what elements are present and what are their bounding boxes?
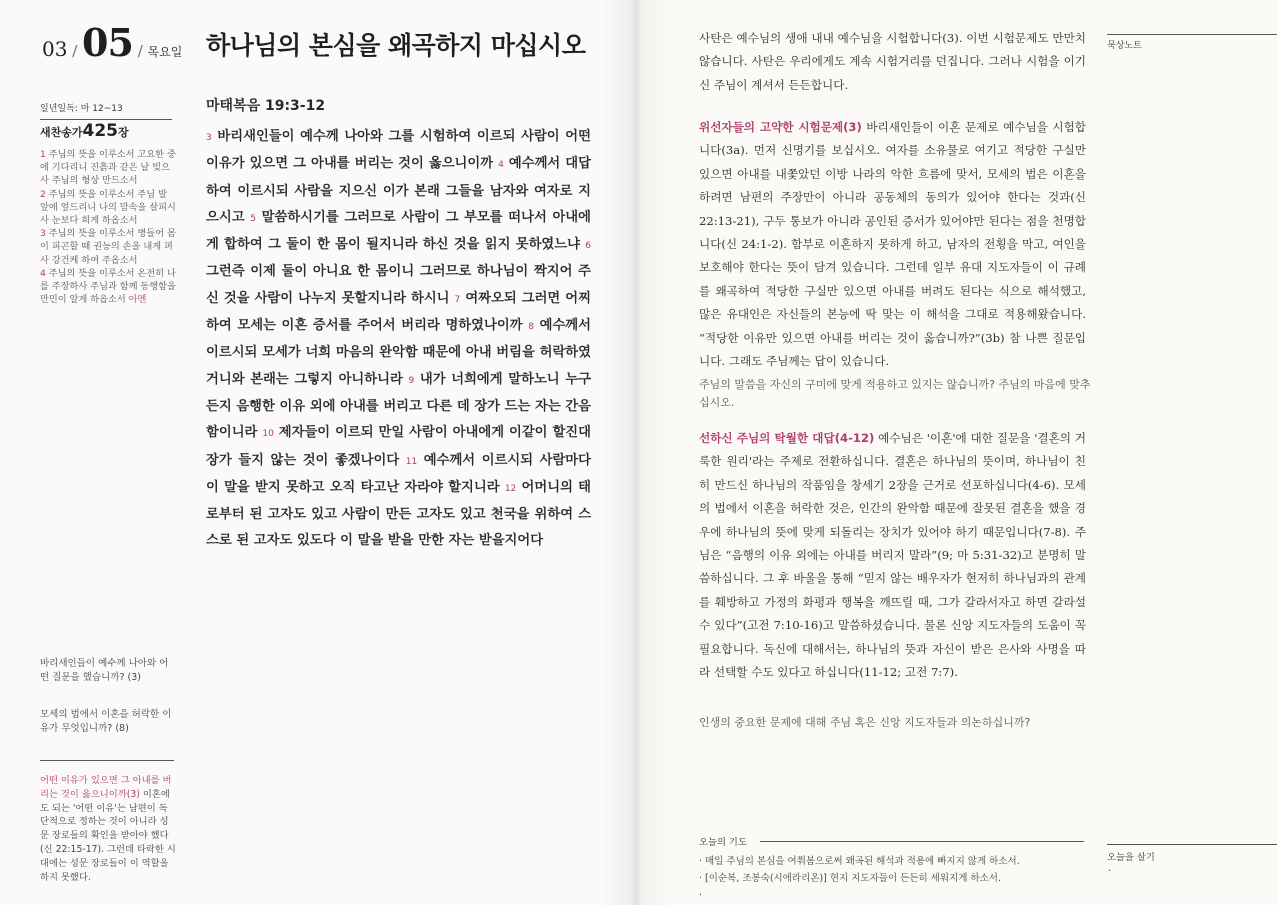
hymn-verse-text: 주님의 뜻을 이루소서 병들어 몸이 피곤할 때 권능의 손을 내게 펴 사 강건케 하여 주옵소서 <box>40 228 176 266</box>
date-header: 03 / 05 / 목요일 <box>42 20 183 65</box>
verse-number: 4 <box>498 160 504 171</box>
hymn-verse-number: 3 <box>40 228 46 240</box>
commentary-intro: 사탄은 예수님의 생애 내내 예수님을 시험합니다(3). 이번 시험문제도 만만치 않습니다. 사탄은 우리에게도 계속 시험거리를 던집니다. 그러나 시험을 이기신 주님이 계셔서 든든합니다. <box>699 31 1086 92</box>
hymn-verse-text: 주님의 뜻을 이루소서 주님 발 앞에 엎드리니 나의 맘속을 살피시사 눈보다 희게 하옵소서 <box>40 188 176 227</box>
hymn-verse-text: 주님의 뜻을 이루소서 고요한 중에 기다리니 진흙과 같은 날 빚으사 주님의 형상 만드소서 <box>40 149 176 187</box>
hymn-number: 425 <box>82 121 119 141</box>
hymn-verse-number: 1 <box>40 149 46 160</box>
verse-number: 12 <box>504 483 517 494</box>
prayer-label: 오늘의 기도 <box>699 837 747 848</box>
verse-text: 예수께서 대답하여 이르시되 사람을 지으신 이가 본래 그들을 남자와 여자로 지으시고 <box>206 156 591 225</box>
prayer-divider <box>760 841 1084 842</box>
hymn-suffix: 장 <box>118 126 129 139</box>
sidebar-question-1: 바리새인들이 예수께 나아와 어떤 질문을 했습니까? (3) <box>40 658 169 683</box>
note-text: 이혼에도 되는 '어떤 이유'는 남편이 독단적으로 정하는 것이 아니라 성문 장로들의 확인을 받아야 했다(신 22:15-17). 그런데 타락한 시대에는 성문 장로들이 이 역할을 하지 못했다. <box>40 788 176 883</box>
verse-number: 3 <box>206 133 212 143</box>
verse-number: 5 <box>250 213 256 224</box>
hymn-verse <box>40 148 176 188</box>
meditation-note-label: 묵상노트 <box>1107 41 1142 51</box>
verse-text: 예수께서 이르시되 사람마다 이 말을 받지 못하고 오직 타고난 자라야 할지니라 <box>206 452 592 495</box>
prayer-item: · <box>699 890 703 901</box>
date-day: 05 <box>82 20 133 65</box>
commentary-section-2 <box>699 427 1086 684</box>
verse-number: 10 <box>262 429 274 440</box>
verse-text: 여짜오되 그러면 어찌하여 모세는 이혼 증서를 주어서 버리라 명하였나이까 <box>206 290 591 334</box>
verse-text: 그런즉 이제 둘이 아니요 한 몸이니 그러므로 하나님이 짝지어 주신 것을 사람이 나누지 못할지니라 하시니 <box>206 264 591 306</box>
application-question-2: 인생의 중요한 문제에 대해 주님 혹은 신앙 지도자들과 의논하십니까? <box>699 716 1031 729</box>
section-1-heading: 위선자들의 고약한 시험문제(3) <box>699 120 862 134</box>
verse-text: 말씀하시기를 그러므로 사람이 그 부모를 떠나서 아내에게 합하여 그 둘이 한 몸이 될지니라 하신 것을 읽지 못하였느냐 <box>206 209 591 253</box>
today-live-bullet: · <box>1108 866 1112 877</box>
prayer-item: · 매일 주님의 본심을 여쭤봄으로써 왜곡된 해석과 적용에 빠지지 않게 하소서. <box>699 856 1020 867</box>
date-month: 03 <box>42 37 68 61</box>
verse-text: 제자들이 이르되 만일 사람이 아내에게 이같이 할진대 장가 들지 않는 것이 좋겠나이다 <box>206 425 591 468</box>
hymn-verse-text: 주님의 뜻을 이루소서 온전히 나를 주장하사 주님과 함께 동행함을 만민이 알게 하옵소서 <box>40 267 176 306</box>
reading-label: 일년일독: <box>40 104 78 114</box>
sidebar-note <box>40 774 176 884</box>
page-title: 하나님의 본심을 왜곡하지 마십시오 <box>206 31 586 60</box>
meditation-note-divider <box>1107 34 1277 35</box>
verse-text: 내가 너희에게 말하노니 누구든지 음행한 이유 외에 아내를 버리고 다른 데 장가 드는 자는 간음함이니라 <box>206 371 592 441</box>
verse-text: 바리새인들이 예수께 나아와 그를 시험하여 이르되 사람이 어떤 이유가 있으면 그 아내를 버리는 것이 옳으니이까 <box>206 129 591 172</box>
scripture-reference: 마태복음 19:3-12 <box>206 98 326 114</box>
hymn-amen: 아멘 <box>128 294 147 306</box>
scripture-text <box>206 124 591 555</box>
application-question-1: 주님의 말씀을 자신의 구미에 맞게 적용하고 있지는 않습니까? 주님의 마음에 맞추십시오. <box>699 378 1091 409</box>
section-2-heading: 선하신 주님의 탁월한 대답(4-12) <box>699 431 875 445</box>
verse-number: 11 <box>405 456 418 467</box>
prayer-item: · [이순복, 조봉숙(시에라리온)] 현지 지도자들이 든든히 세워지게 하소서. <box>699 873 1001 884</box>
verse-text: 어머니의 태로부터 된 고자도 있고 사람이 만든 고자도 있고 천국을 위하여 스스로 된 고자도 있도다 이 말을 받을 만한 자는 받을지어다 <box>206 479 591 549</box>
date-weekday: 목요일 <box>147 45 183 59</box>
hymn-verse <box>40 227 176 267</box>
section-2-text: 예수님은 '이혼'에 대한 질문을 '결혼의 거룩한 원리'라는 주제로 전환하십니다. 결혼은 하나님의 뜻이며, 하나님이 친히 만드신 하나님의 작품임을 창세기 2장을 근거로 선포하십니다(4-6). 모세의 법에서 이혼을 허락한 것은, 인간의 완악함 때문에 잘못된 결혼을 했을 경우에 하나님의 뜻에 맞게 되돌리는 장치가 있어야 하기 때문입니다(7-8). 주님은 “음행의 이유 외에는 아내를 버리지 말라”(9; 마 5:31-32)고 분명히 말씀하십니다. 그 후 바울을 통해 “믿지 않는 배우자가 현저히 하나님과의 관계를 훼방하고 가정의 화평과 행복을 깨뜨릴 때, 그가 갈라서자고 하면 갈라설 수 있다”(고전 7:10-16)고 말씀하셨습니다. 물론 신앙 지도자들의 도움이 꼭 필요합니다. 독신에 대해서는, 하나님의 뜻과 자신이 받은 은사와 사명을 따라 선택할 수도 있다고 하십니다(11-12; 고전 7:7). <box>699 431 1086 680</box>
hymn-verse <box>40 188 176 228</box>
prayer-list <box>699 853 1099 904</box>
hymn-verse-number: 4 <box>40 267 46 279</box>
sidebar-question-2: 모세의 법에서 이혼을 허락한 이유가 무엇입니까? (8) <box>40 709 172 734</box>
yearly-reading <box>40 101 172 120</box>
sidebar-divider <box>40 760 174 761</box>
hymn-prefix: 새찬송가 <box>40 126 83 139</box>
verse-number: 6 <box>585 241 591 252</box>
today-live-label: 오늘을 살기 <box>1107 852 1155 863</box>
verse-number: 7 <box>454 294 461 305</box>
commentary-section-1 <box>699 116 1086 373</box>
verse-number: 9 <box>408 375 415 386</box>
hymn-heading <box>40 121 129 141</box>
today-live-divider <box>1107 844 1277 845</box>
verse-number: 8 <box>528 322 534 333</box>
hymn-verse-number: 2 <box>40 188 46 200</box>
hymn-verse <box>40 267 176 307</box>
verse-text: 예수께서 이르시되 모세가 너희 마음의 완악함 때문에 아내 버림을 허락하였거니와 본래는 그렇지 아니하니라 <box>206 318 591 387</box>
section-1-text: 바리새인들이 이혼 문제로 예수님을 시험합니다(3a). 먼저 신명기를 보십시오. 여자를 소유물로 여기고 적당한 구실만 있으면 아내를 내쫓았던 이방 나라의 악한 흐름에 맞서, 모세의 법은 이혼을 하려면 남편의 주장만이 아니라 공동체의 동의가 있어야 한다는 것과(신 22:13-21), 구두 통보가 아니라 공인된 증서가 있어야만 된다는 점을 천명합니다(신 24:1-2). 함부로 이혼하지 못하게 하고, 남자의 전횡을 막고, 여인을 보호해야 한다는 뜻이 담겨 있습니다. 그런데 일부 유대 지도자들이 이 규례를 왜곡하여 적당한 구실만 있으면 아내를 버려도 된다는 식으로 해석했고, 많은 유대인은 자신들의 본능에 딱 맞는 이 해석을 그대로 적용해왔습니다. “적당한 이유만 있으면 아내를 버리는 것이 옳습니까?”(3b) 참 나쁜 질문입니다. 그래도 주님께는 답이 있습니다. <box>699 120 1086 369</box>
note-highlight: 어떤 이유가 있으면 그 아내를 버리는 것이 옳으니이까(3) <box>40 775 172 800</box>
reading-ref: 마 12~13 <box>80 104 123 114</box>
hymn-lyrics <box>40 148 176 306</box>
